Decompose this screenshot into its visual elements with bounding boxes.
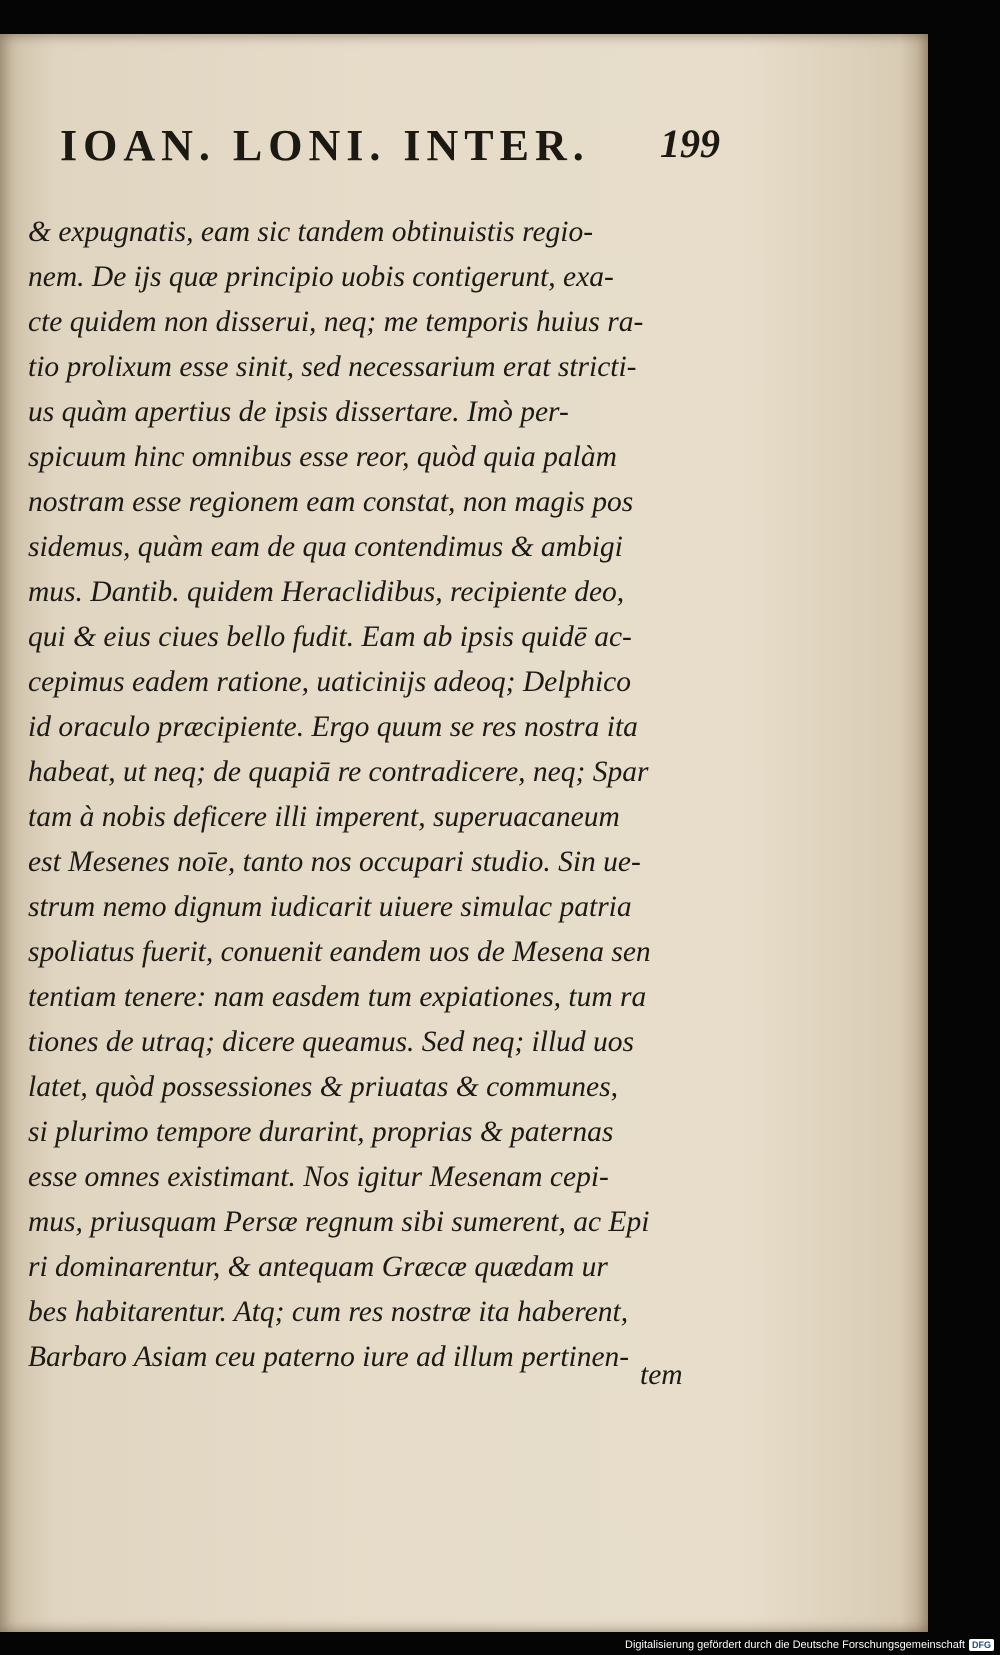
text-line: cte quidem non disserui, neq; me temporis huius ra- bbox=[28, 306, 644, 338]
text-line: & expugnatis, eam sic tandem obtinuistis regio- bbox=[28, 216, 594, 248]
text-line: bes habitarentur. Atq; cum res nostræ ita haberent, bbox=[28, 1296, 629, 1328]
dfg-logo-icon: DFG bbox=[969, 1639, 994, 1651]
text-line: latet, quòd possessiones & priuatas & communes, bbox=[28, 1071, 618, 1103]
text-line: Barbaro Asiam ceu paterno iure ad illum pertinen- bbox=[28, 1341, 630, 1373]
text-line: mus. Dantib. quidem Heraclidibus, recipiente deo, bbox=[28, 576, 625, 608]
text-line: esse omnes existimant. Nos igitur Mesenam cepi- bbox=[28, 1161, 609, 1193]
text-line: tentiam tenere: nam easdem tum expiationes, tum ra bbox=[28, 981, 647, 1013]
text-line: tio prolixum esse sinit, sed necessarium erat stricti- bbox=[28, 351, 637, 383]
body-text bbox=[28, 210, 718, 1380]
digitization-credit bbox=[625, 1639, 994, 1651]
text-line: est Mesenes noīe, tanto nos occupari studio. Sin ue- bbox=[28, 846, 641, 878]
text-line: si plurimo tempore durarint, proprias & paternas bbox=[28, 1116, 614, 1148]
text-line: sidemus, quàm eam de qua contendimus & ambigi bbox=[28, 531, 623, 563]
catchword: tem bbox=[640, 1359, 683, 1391]
text-line: qui & eius ciues bello fudit. Eam ab ipsis quidē ac- bbox=[28, 621, 632, 653]
text-line: cepimus eadem ratione, uaticinijs adeoq; Delphico bbox=[28, 666, 631, 698]
text-line: nem. De ijs quæ principio uobis contigerunt, exa- bbox=[28, 261, 614, 293]
text-line: habeat, ut neq; de quapiā re contradicere, neq; Spar bbox=[28, 756, 649, 788]
page-header bbox=[60, 120, 720, 180]
text-line: spoliatus fuerit, conuenit eandem uos de Mesena sen bbox=[28, 936, 651, 968]
page-number: 199 bbox=[660, 121, 720, 166]
text-line: id oraculo præcipiente. Ergo quum se res nostra ita bbox=[28, 711, 638, 743]
text-line: tiones de utraq; dicere queamus. Sed neq; illud uos bbox=[28, 1026, 635, 1058]
text-line: ri dominarentur, & antequam Græcæ quædam ur bbox=[28, 1251, 608, 1283]
book-page bbox=[0, 34, 928, 1632]
running-head: IOAN. LONI. INTER. bbox=[60, 121, 590, 170]
text-line: nostram esse regionem eam constat, non magis pos bbox=[28, 486, 634, 518]
text-line: us quàm apertius de ipsis dissertare. Imò per- bbox=[28, 396, 569, 428]
credit-text: Digitalisierung gefördert durch die Deutsche Forschungsgemeinschaft bbox=[625, 1639, 965, 1651]
text-line: mus, priusquam Persæ regnum sibi sumerent, ac Epi bbox=[28, 1206, 650, 1238]
text-line: strum nemo dignum iudicarit uiuere simulac patria bbox=[28, 891, 632, 923]
text-line: spicuum hinc omnibus esse reor, quòd quia palàm bbox=[28, 441, 617, 473]
text-line: tam à nobis deficere illi imperent, superuacaneum bbox=[28, 801, 620, 833]
